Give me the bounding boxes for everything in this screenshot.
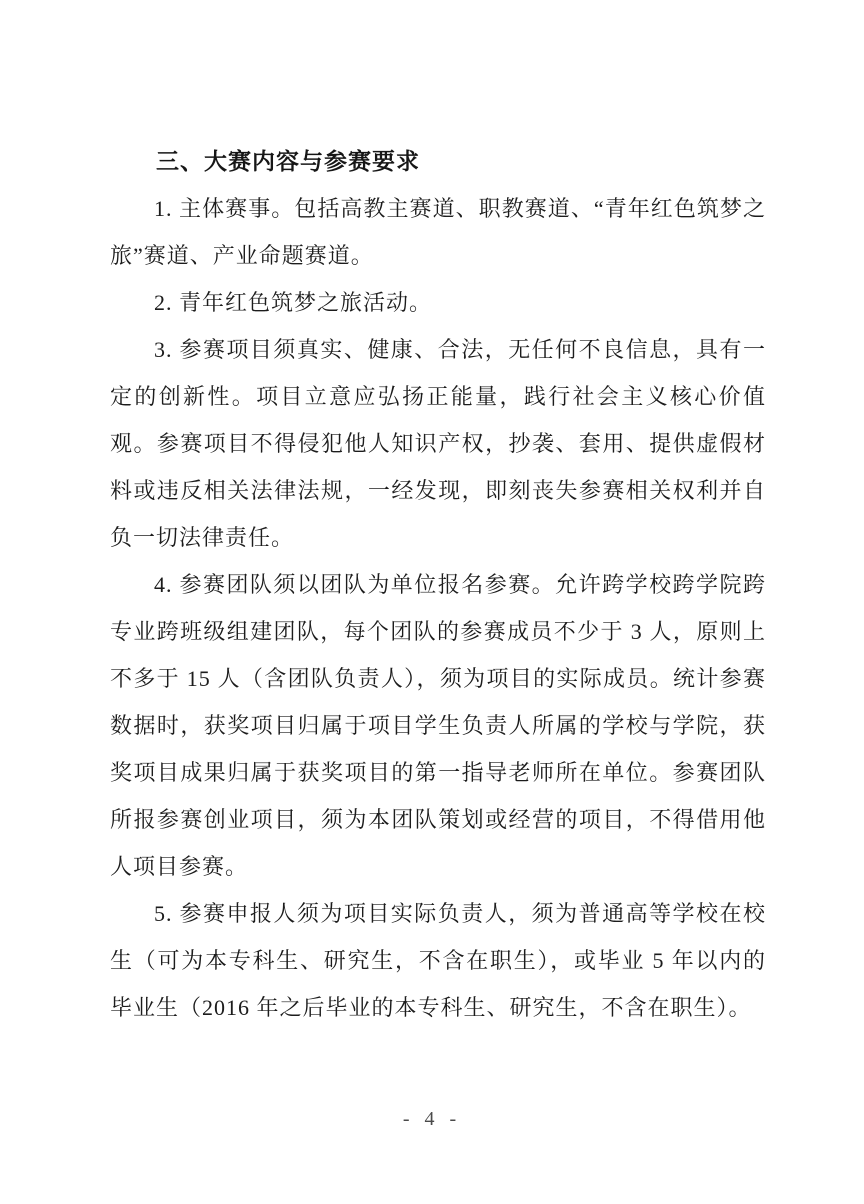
paragraph-applicant-requirements: 5. 参赛申报人须为项目实际负责人，须为普通高等学校在校生（可为本专科生、研究生，不含在职生），或毕业 5 年以内的毕业生（2016 年之后毕业的本专科生、研究生，不含在职生）。 (110, 901, 766, 1020)
page-number: - 4 - (402, 1108, 462, 1130)
paragraph-project-requirements: 3. 参赛项目须真实、健康、合法，无任何不良信息，具有一定的创新性。项目立意应弘扬正能量，践行社会主义核心价值观。参赛项目不得侵犯他人知识产权，抄袭、套用、提供虚假材料或违反相关法律法规，一经发现，即刻丧失参赛相关权利并自负一切法律责任。 (110, 337, 766, 550)
section-heading: 三、大赛内容与参赛要求 (156, 148, 420, 174)
paragraph-team-requirements: 4. 参赛团队须以团队为单位报名参赛。允许跨学校跨学院跨专业跨班级组建团队，每个团队的参赛成员不少于 3 人，原则上不多于 15 人（含团队负责人），须为项目的实际成员。统计参赛数据时，获奖项目归属于项目学生负责人所属的学校与学院，获奖项目成果归属于获奖项目的第一指导老师所在单位。参赛团队所报参赛创业项目，须为本团队策划或经营的项目，不得借用他人项目参赛。 (110, 572, 766, 879)
page-footer (0, 1108, 864, 1131)
paragraph-main-events: 1. 主体赛事。包括高教主赛道、职教赛道、“青年红色筑梦之旅”赛道、产业命题赛道。 (110, 196, 766, 268)
document-body (110, 138, 766, 1031)
paragraph-red-dream-journey: 2. 青年红色筑梦之旅活动。 (154, 290, 433, 315)
